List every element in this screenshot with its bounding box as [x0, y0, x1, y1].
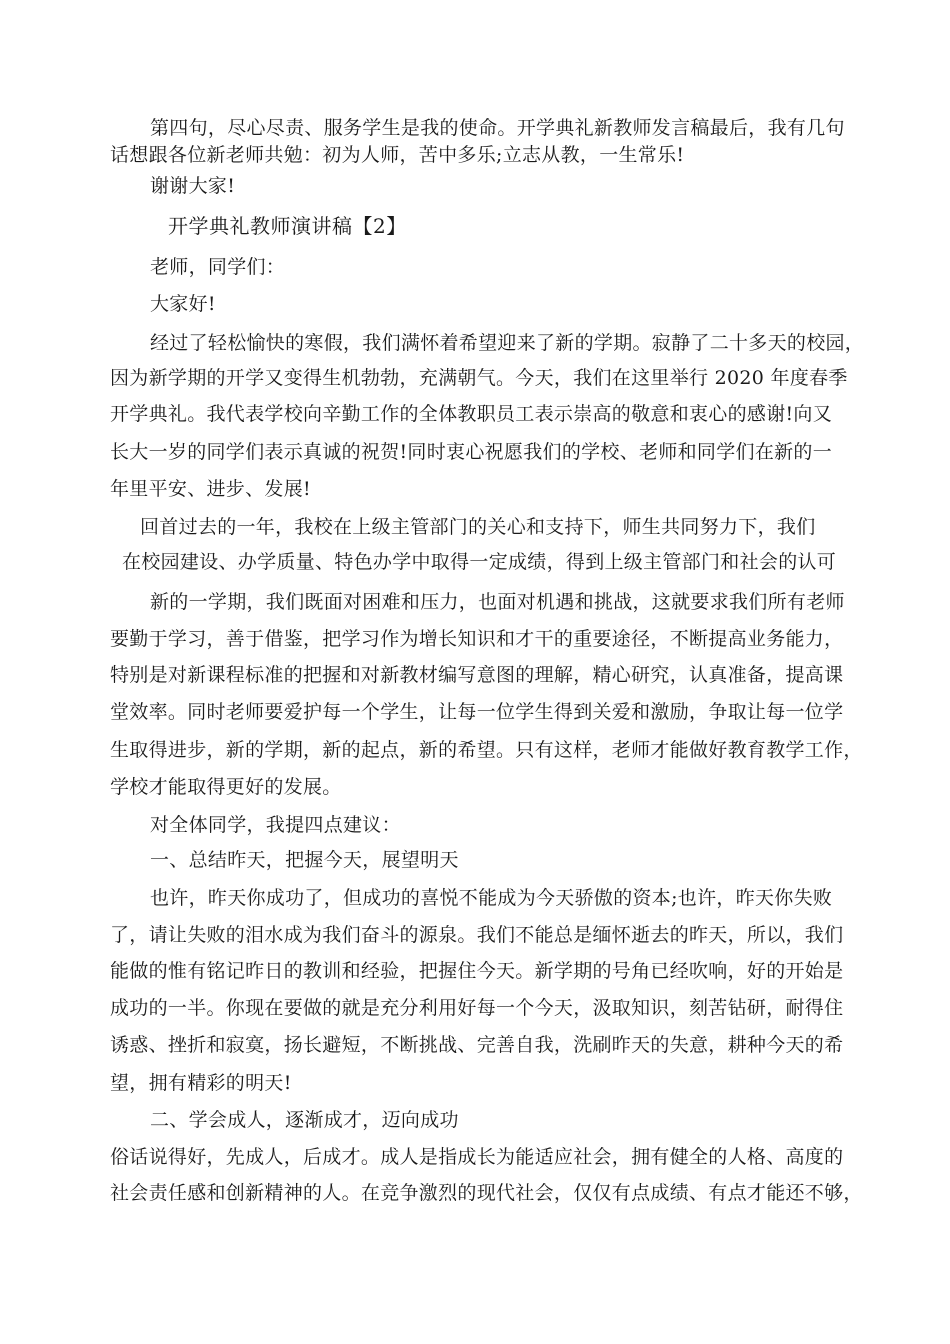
paragraph-line: 经过了轻松愉快的寒假，我们满怀着希望迎来了新的学期。寂静了二十多天的校园， [150, 332, 865, 354]
paragraph-line: 特别是对新课程标准的把握和对新教材编写意图的理解，精心研究，认真准备，提高课 [110, 664, 844, 686]
salutation-line: 老师，同学们： [150, 256, 286, 278]
paragraph-line: 话想跟各位新老师共勉：初为人师，苦中多乐;立志从教，一生常乐! [110, 144, 685, 166]
paragraph-line: 在校园建设、办学质量、特色办学中取得一定成绩，得到上级主管部门和社会的认可 [122, 551, 837, 573]
paragraph-line: 社会责任感和创新精神的人。在竞争激烈的现代社会，仅仅有点成绩、有点才能还不够， [110, 1182, 863, 1204]
paragraph-line: 望，拥有精彩的明天! [110, 1072, 292, 1094]
paragraph-line: 了，请让失败的泪水成为我们奋斗的源泉。我们不能总是缅怀逝去的昨天，所以，我们 [110, 924, 844, 946]
paragraph-line: 能做的惟有铭记昨日的教训和经验，把握住今天。新学期的号角已经吹响，好的开始是 [110, 960, 844, 982]
subheading-line: 二、学会成人，逐渐成才，迈向成功 [150, 1109, 459, 1131]
paragraph-line: 长大一岁的同学们表示真诚的祝贺!同时衷心祝愿我们的学校、老师和同学们在新的一 [110, 441, 833, 463]
paragraph-line: 要勤于学习，善于借鉴，把学习作为增长知识和才干的重要途径，不断提高业务能力， [110, 628, 844, 650]
paragraph-line: 成功的一半。你现在要做的就是充分利用好每一个今天，汲取知识，刻苦钻研，耐得住 [110, 997, 844, 1019]
paragraph-line: 因为新学期的开学又变得生机勃勃，充满朝气。今天，我们在这里举行 2020 年度春季 [110, 367, 848, 389]
paragraph-line: 俗话说得好，先成人，后成才。成人是指成长为能适应社会，拥有健全的人格、高度的 [110, 1146, 844, 1168]
paragraph-line: 年里平安、进步、发展! [110, 478, 311, 500]
greeting-line: 大家好! [150, 293, 216, 315]
paragraph-line: 新的一学期，我们既面对困难和压力，也面对机遇和挑战，这就要求我们所有老师 [150, 591, 845, 613]
section-heading: 开学典礼教师演讲稿【2】 [168, 214, 407, 238]
paragraph-line: 开学典礼。我代表学校向辛勤工作的全体教职员工表示崇高的敬意和衷心的感谢!向又 [110, 403, 833, 425]
paragraph-line: 谢谢大家! [150, 175, 236, 197]
paragraph-line: 也许，昨天你成功了，但成功的喜悦不能成为今天骄傲的资本;也许，昨天你失败 [150, 887, 833, 909]
paragraph-line: 学校才能取得更好的发展。 [110, 776, 342, 798]
subheading-line: 一、总结昨天，把握今天，展望明天 [150, 849, 459, 871]
paragraph-line: 堂效率。同时老师要爱护每一个学生，让每一位学生得到关爱和激励，争取让每一位学 [110, 701, 844, 723]
paragraph-line: 回首过去的一年，我校在上级主管部门的关心和支持下，师生共同努力下，我们 [140, 516, 816, 538]
paragraph-line: 对全体同学，我提四点建议： [150, 814, 401, 836]
paragraph-line: 诱惑、挫折和寂寞，扬长避短，不断挑战、完善自我，洗刷昨天的失意，耕种今天的希 [110, 1034, 844, 1056]
paragraph-line: 生取得进步，新的学期，新的起点，新的希望。只有这样，老师才能做好教育教学工作， [110, 739, 863, 761]
paragraph-line: 第四句，尽心尽责、服务学生是我的使命。开学典礼新教师发言稿最后，我有几句 [150, 117, 845, 139]
